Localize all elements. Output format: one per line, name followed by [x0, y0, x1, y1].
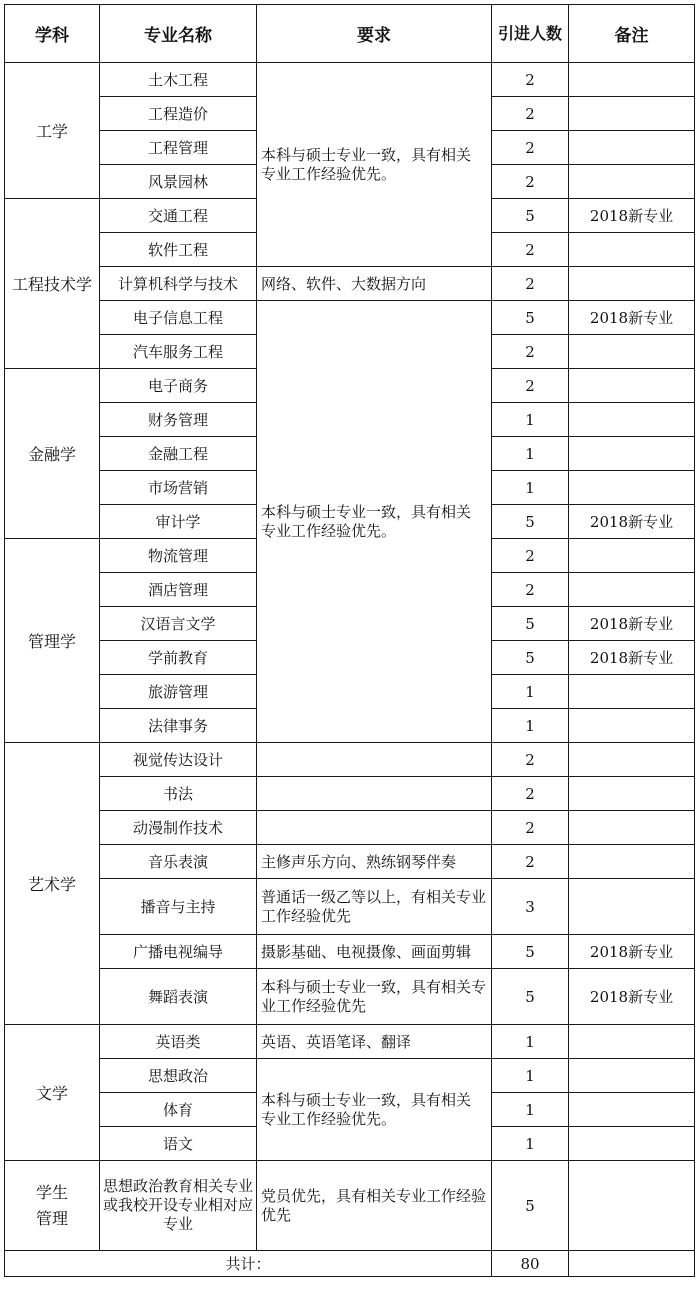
note-cell	[569, 1127, 695, 1161]
note-cell	[569, 675, 695, 709]
subject-cell: 管理学	[5, 539, 100, 743]
count-cell: 5	[492, 199, 569, 233]
major-cell: 软件工程	[100, 233, 257, 267]
note-cell	[569, 369, 695, 403]
requirement-cell: 英语、英语笔译、翻译	[257, 1025, 492, 1059]
count-cell: 1	[492, 709, 569, 743]
table-row	[5, 63, 695, 97]
table-row	[5, 811, 695, 845]
table-row	[5, 267, 695, 301]
requirement-cell: 网络、软件、大数据方向	[257, 267, 492, 301]
table-row	[5, 777, 695, 811]
count-cell: 2	[492, 131, 569, 165]
major-cell: 体育	[100, 1093, 257, 1127]
note-cell: 2018新专业	[569, 199, 695, 233]
table-row	[5, 743, 695, 777]
major-cell: 计算机科学与技术	[100, 267, 257, 301]
note-cell	[569, 709, 695, 743]
header-note: 备注	[569, 5, 695, 63]
major-cell: 思想政治教育相关专业或我校开设专业相对应专业	[100, 1161, 257, 1251]
major-cell: 交通工程	[100, 199, 257, 233]
count-cell: 5	[492, 641, 569, 675]
requirement-cell: 摄影基础、电视摄像、画面剪辑	[257, 935, 492, 969]
table-row	[5, 879, 695, 935]
total-note	[569, 1251, 695, 1277]
major-cell: 思想政治	[100, 1059, 257, 1093]
note-cell: 2018新专业	[569, 935, 695, 969]
note-cell	[569, 471, 695, 505]
note-cell	[569, 403, 695, 437]
count-cell: 2	[492, 233, 569, 267]
subject-cell: 工程技术学	[5, 199, 100, 369]
count-cell: 2	[492, 845, 569, 879]
note-cell	[569, 165, 695, 199]
count-cell: 5	[492, 969, 569, 1025]
requirement-cell: 普通话一级乙等以上，有相关专业工作经验优先	[257, 879, 492, 935]
count-cell: 1	[492, 437, 569, 471]
major-cell: 舞蹈表演	[100, 969, 257, 1025]
count-cell: 1	[492, 1059, 569, 1093]
total-row	[5, 1251, 695, 1277]
note-cell	[569, 97, 695, 131]
major-cell: 财务管理	[100, 403, 257, 437]
count-cell: 2	[492, 335, 569, 369]
major-cell: 工程造价	[100, 97, 257, 131]
note-cell	[569, 539, 695, 573]
count-cell: 2	[492, 539, 569, 573]
subject-cell: 学生管理	[5, 1161, 100, 1251]
table-body	[5, 63, 695, 1277]
major-cell: 汽车服务工程	[100, 335, 257, 369]
requirement-cell: 党员优先，具有相关专业工作经验优先	[257, 1161, 492, 1251]
note-cell	[569, 845, 695, 879]
requirement-cell: 本科与硕士专业一致，具有相关专业工作经验优先	[257, 969, 492, 1025]
count-cell: 2	[492, 743, 569, 777]
count-cell: 2	[492, 97, 569, 131]
count-cell: 1	[492, 471, 569, 505]
note-cell	[569, 1059, 695, 1093]
requirement-cell: 主修声乐方向、熟练钢琴伴奏	[257, 845, 492, 879]
table-row	[5, 935, 695, 969]
header-subject: 学科	[5, 5, 100, 63]
major-cell: 电子信息工程	[100, 301, 257, 335]
major-cell: 语文	[100, 1127, 257, 1161]
total-label: 共计：	[5, 1251, 492, 1277]
requirement-common-cell: 本科与硕士专业一致，具有相关专业工作经验优先。	[257, 63, 492, 267]
table-row	[5, 969, 695, 1025]
count-cell: 5	[492, 935, 569, 969]
requirement-common-cell: 本科与硕士专业一致，具有相关专业工作经验优先。	[257, 301, 492, 743]
count-cell: 1	[492, 1025, 569, 1059]
major-cell: 广播电视编导	[100, 935, 257, 969]
table-row	[5, 1025, 695, 1059]
note-cell	[569, 233, 695, 267]
note-cell	[569, 335, 695, 369]
note-cell	[569, 1161, 695, 1251]
table-row	[5, 1161, 695, 1251]
major-cell: 法律事务	[100, 709, 257, 743]
note-cell: 2018新专业	[569, 641, 695, 675]
note-cell	[569, 63, 695, 97]
count-cell: 1	[492, 403, 569, 437]
major-cell: 英语类	[100, 1025, 257, 1059]
count-cell: 1	[492, 1127, 569, 1161]
count-cell: 2	[492, 811, 569, 845]
major-cell: 市场营销	[100, 471, 257, 505]
major-cell: 播音与主持	[100, 879, 257, 935]
note-cell	[569, 743, 695, 777]
requirement-cell	[257, 811, 492, 845]
total-count: 80	[492, 1251, 569, 1277]
major-cell: 书法	[100, 777, 257, 811]
major-cell: 风景园林	[100, 165, 257, 199]
count-cell: 5	[492, 607, 569, 641]
major-cell: 工程管理	[100, 131, 257, 165]
header-row	[5, 5, 695, 63]
note-cell: 2018新专业	[569, 969, 695, 1025]
count-cell: 2	[492, 63, 569, 97]
note-cell: 2018新专业	[569, 607, 695, 641]
requirement-cell	[257, 743, 492, 777]
requirement-common-cell: 本科与硕士专业一致，具有相关专业工作经验优先。	[257, 1059, 492, 1161]
major-cell: 旅游管理	[100, 675, 257, 709]
major-cell: 学前教育	[100, 641, 257, 675]
count-cell: 3	[492, 879, 569, 935]
major-cell: 视觉传达设计	[100, 743, 257, 777]
header-requirement: 要求	[257, 5, 492, 63]
recruitment-table	[4, 4, 695, 1277]
note-cell	[569, 1025, 695, 1059]
note-cell: 2018新专业	[569, 505, 695, 539]
count-cell: 2	[492, 777, 569, 811]
major-cell: 金融工程	[100, 437, 257, 471]
note-cell	[569, 1093, 695, 1127]
table-row	[5, 1059, 695, 1093]
major-cell: 音乐表演	[100, 845, 257, 879]
major-cell: 土木工程	[100, 63, 257, 97]
table-row	[5, 845, 695, 879]
count-cell: 5	[492, 1161, 569, 1251]
major-cell: 酒店管理	[100, 573, 257, 607]
requirement-cell	[257, 777, 492, 811]
count-cell: 5	[492, 301, 569, 335]
note-cell	[569, 573, 695, 607]
table-row	[5, 301, 695, 335]
note-cell	[569, 131, 695, 165]
count-cell: 1	[492, 1093, 569, 1127]
count-cell: 5	[492, 505, 569, 539]
count-cell: 1	[492, 675, 569, 709]
major-cell: 电子商务	[100, 369, 257, 403]
subject-cell: 艺术学	[5, 743, 100, 1025]
major-cell: 物流管理	[100, 539, 257, 573]
note-cell	[569, 267, 695, 301]
count-cell: 2	[492, 369, 569, 403]
header-count: 引进人数	[492, 5, 569, 63]
major-cell: 汉语言文学	[100, 607, 257, 641]
note-cell	[569, 437, 695, 471]
subject-cell: 工学	[5, 63, 100, 199]
note-cell	[569, 811, 695, 845]
subject-cell: 金融学	[5, 369, 100, 539]
header-major: 专业名称	[100, 5, 257, 63]
note-cell	[569, 879, 695, 935]
note-cell: 2018新专业	[569, 301, 695, 335]
note-cell	[569, 777, 695, 811]
major-cell: 动漫制作技术	[100, 811, 257, 845]
count-cell: 2	[492, 165, 569, 199]
count-cell: 2	[492, 267, 569, 301]
subject-cell: 文学	[5, 1025, 100, 1161]
count-cell: 2	[492, 573, 569, 607]
major-cell: 审计学	[100, 505, 257, 539]
